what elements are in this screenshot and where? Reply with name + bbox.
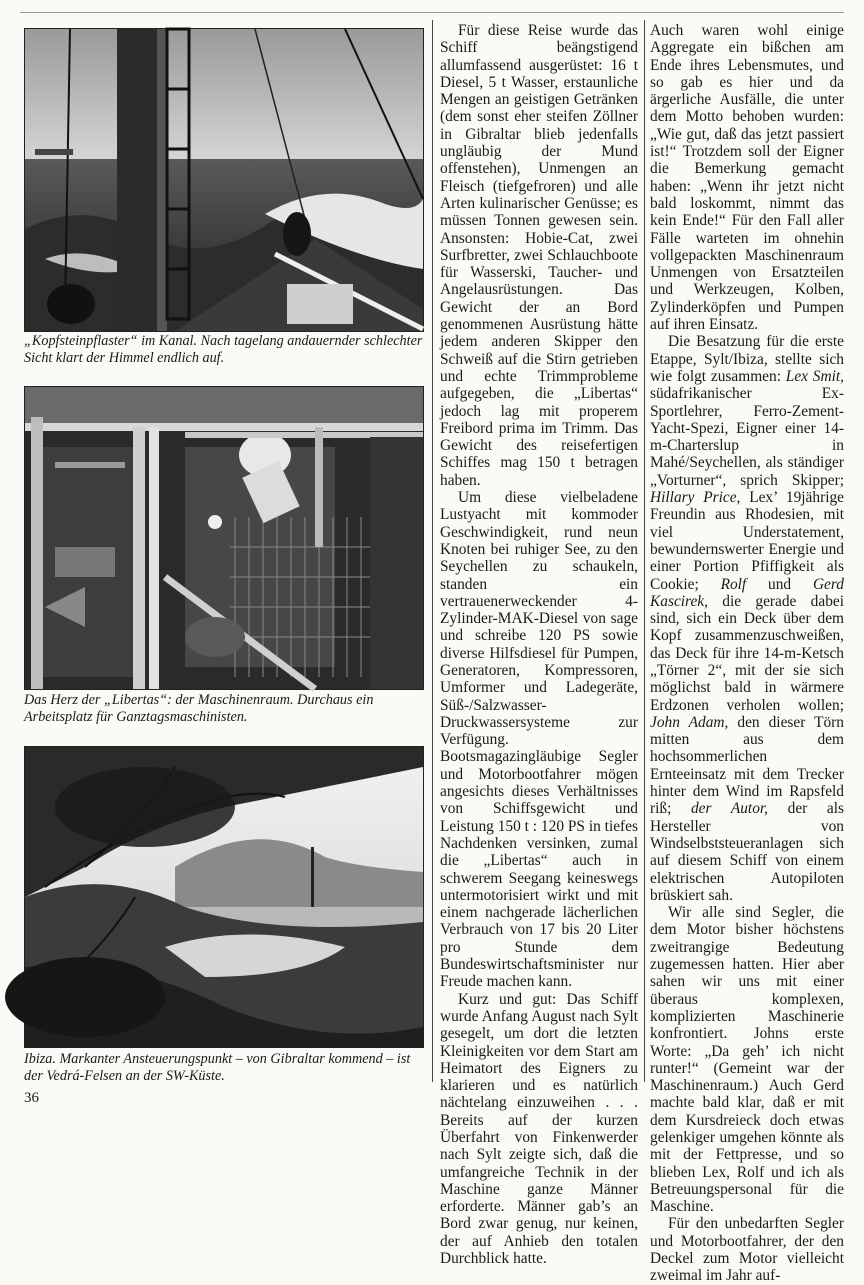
text-column-1 [440, 22, 638, 1268]
caption-photo-2: Das Herz der „Libertas“: der Maschinenraum. Durchaus ein Arbeitsplatz für Ganztagsmaschinisten. [24, 692, 374, 725]
crew-john-desc: den dieser Törn mitten aus dem hochsommerlichen Ernteeinsatz mit dem Trecker hinter dem Wind im Rapsfeld riß; [650, 713, 844, 818]
text-column-2 [650, 22, 845, 1285]
photo-engine-room [24, 386, 424, 690]
crew-name-author: der Autor, [690, 800, 769, 818]
crew-lex-desc: südafrikanischer Ex-Sportlehrer, Ferro-Zement-Yacht-Spezi, Eigner einer 14-m-Charterslup in Mahé/Seychellen, als ständiger „Vorturner“, sprich Skipper; [650, 385, 844, 489]
page-number: 36 [24, 1090, 39, 1106]
crew-intro: Die Besatzung für die erste Etappe, Sylt/Ibiza, stellte sich wie folgt zusammen: [650, 333, 844, 385]
paragraph-sailors: Wir alle sind Segler, die dem Motor bisher höchstens zweitrangige Bedeutung zugemessen hatten. Hier aber sahen wir uns mit einer überaus komplexen, komplizierten Maschinerie konfrontiert. Johns erste Worte: „Da geh’ ich nicht runter!“ (Gemeint war der Maschinenraum.) Auch Gerd machte bald klar, daß er mit dem Kursdreieck doch etwas gelenkiger umgehen könnte als mit der Fettpresse, und so blieben Lex, Rolf und ich als Betreuungspersonal für die Maschine. [650, 904, 844, 1216]
column-rule-left [432, 20, 433, 1082]
caption-photo-1: „Kopfsteinpflaster“ im Kanal. Nach tagelang andauernder schlechter Sicht klart der Himmel endlich auf. [24, 333, 423, 366]
crew-name-john: John Adam, [650, 713, 729, 731]
photo-storm-bow [24, 28, 424, 332]
crew-name-hillary: Hillary Price, [650, 489, 741, 507]
crew-kascirek-desc: die gerade dabei sind, sich ein Deck über dem Kopf zusammenzuschweißen, das Deck für ihre 14-m-Ketsch „Törner 2“, mit der sie sich möglichst bald in wärmere Erdzonen verholen wollen; [650, 592, 844, 714]
paragraph-motorboaters: Für den unbedarften Segler und Motorbootfahrer, der den Deckel zum Motor vielleicht zweimal im Jahr auf- [650, 1215, 844, 1285]
crew-author-desc: der als Hersteller von Windselbststeueranlagen sich auf diesem Schiff von einem elektrischen Autopiloten brüskiert sah. [650, 800, 844, 904]
paragraph-crew [650, 333, 844, 904]
column-rule-right [644, 20, 645, 1082]
crew-and: und [746, 575, 813, 593]
paragraph-engine: Um diese vielbeladene Lustyacht mit kommoder Geschwindigkeit, rund neun Knoten bei ruhiger See, zu den Seychellen zu schaukeln, standen ein vertrauenerweckender 4-Zylinder-MAK-Diesel von sage und schreibe 120 PS sowie diverse Hilfsdiesel für Pumpen, Generatoren, Kompressoren, Umformer und Ladegeräte, Süß-/Salzwasser-Druckwassersysteme zur Verfügung. Bootsmagazingläubige Segler und Motorbootfahrer mögen angesichts dieses Verhältnisses von Schiffsgewicht und Leistung 150 t : 120 PS in tiefes Nachdenken versinken, zumal die „Libertas“ auch in schwerem Seegang keineswegs untermotorisiert wirkt und mit einem nachgerade lächerlichen Verbrauch von 17 bis 20 Liter pro Stunde dem Bundeswirtschaftsminister nur Freude machen kann. [440, 489, 638, 991]
caption-photo-3: Ibiza. Markanter Ansteuerungspunkt – von Gibraltar kommend – ist der Vedrá-Felsen an der SW-Küste. [24, 1051, 411, 1084]
photo-ibiza-coast [24, 746, 424, 1048]
crew-name-lex: Lex Smit, [785, 367, 844, 385]
paragraph-equipment: Für diese Reise wurde das Schiff beängstigend allumfassend ausgerüstet: 16 t Diesel, 5 t Wasser, erstaunliche Mengen an geistigen Getränken (dem sonst eher steifen Zöllner in Gibraltar blieb jedenfalls ungläubig der Mund offenstehen), Unmengen an Fleisch (tiefgefroren) und alle Arten kulinarischer Genüsse; es müssen Tonnen gewesen sein. Ansonsten: Hobie-Cat, zwei Surfbretter, zwei Schlauchboote für Wasserski, Taucher- und Angelausrüstungen. Das Gewicht der an Bord genommenen Ausrüstung hätte jedem anderen Skipper den Schweiß auf die Stirn getrieben und echte Trimmprobleme aufgegeben, die „Libertas“ jedoch lag mit properem Freibord prima im Trimm. Das Gewicht des reisefertigen Schiffes mag 150 t betragen haben. [440, 22, 638, 489]
top-border [20, 12, 844, 13]
crew-hillary-desc: Lex’ 19jährige Freundin aus Rhodesien, mit viel Understatement, bewundernswerter Energie und einer Portion Pfiffigkeit als Cookie; [650, 489, 845, 593]
crew-name-gerd: Gerd Kascirek, [650, 575, 844, 610]
paragraph-departure: Kurz und gut: Das Schiff wurde Anfang August nach Sylt gesegelt, um dort die letzten Kleinigkeiten vor dem Start am Heimatort des Eigners zu klarieren und es natürlich nächtelang einzuweihen . . . Bereits auf der kurzen Überfahrt von Finkenwerder nach Sylt zeigte sich, daß die umfangreiche Technik in der Maschine ganze Männer erforderte. Männer gab’s an Bord zwar genug, nur keinen, der auf Anhieb den totalen Durchblick hatte. [440, 990, 638, 1268]
crew-name-rolf: Rolf [720, 575, 747, 593]
paragraph-failures: Auch waren wohl einige Aggregate ein bißchen am Ende ihres Lebensmutes, und so gab es hier und da ärgerliche Ausfälle, die unter dem Motto behoben wurden: „Wie gut, daß das jetzt passiert ist!“ Trotzdem soll der Eigner die Bemerkung gemacht haben: „Wenn ihr jetzt nicht bald loskommt, nimmt das kein Ende!“ Für den Fall aller Fälle warteten im ohnehin vollgepackten Maschinenraum Unmengen von Ersatzteilen und Werkzeugen, Kolben, Zylinderköpfen und Pumpen auf ihren Einsatz. [650, 22, 844, 334]
